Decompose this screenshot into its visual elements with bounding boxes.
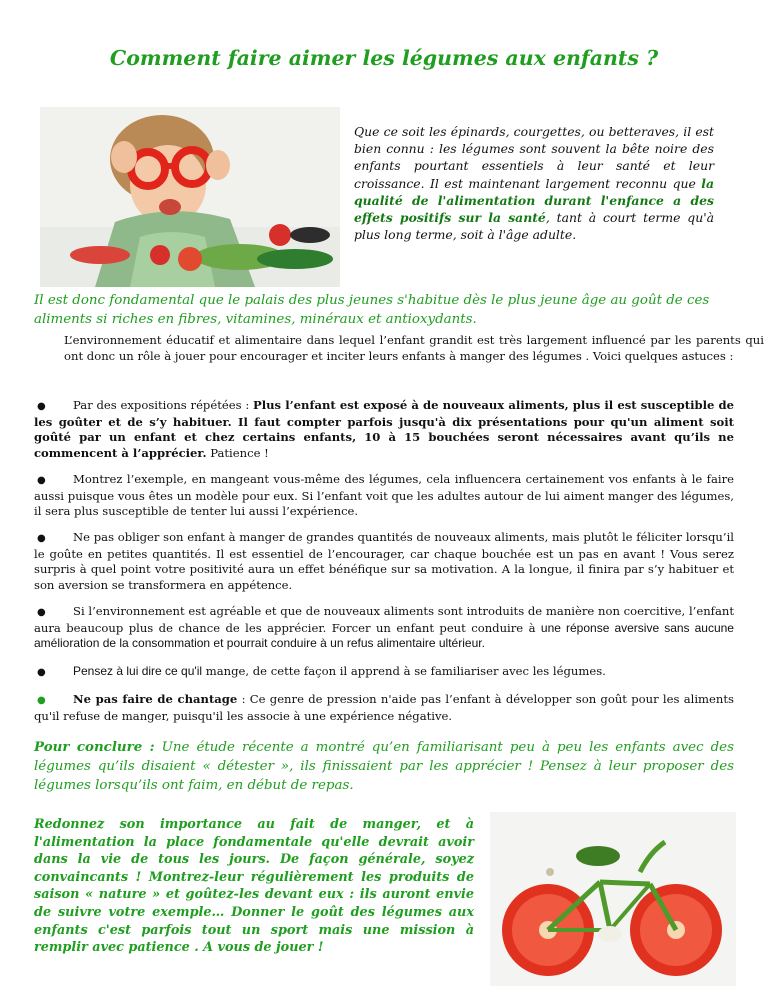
page-title: Comment faire aimer les légumes aux enfants ? xyxy=(109,46,659,70)
tip1-bold2: Il faut compter parfois jusqu'à dix présentations pour qu'un aliment soit goûté par un enfant et chez certains enfants, 10 à 15 bouchées seront nécessaires avant qu’ils ne commencent à l’apprécier. xyxy=(34,414,734,460)
intro-text-part2: , tant à court terme qu'à plus long terme, soit à l'âge adulte. xyxy=(354,210,714,243)
tip1-bold: Plus l’enfant est exposé à de nouveaux aliments, plus il est susceptible de les goûter et de s’y habituer xyxy=(34,398,734,429)
tip6-rest: : Ce genre de pression n'aide pas l’enfant à développer son goût pour les aliments qu'il refuse de manger, puisqu'il les associe à une expérience négative. xyxy=(34,692,734,723)
tip-pleasant-environment xyxy=(34,604,734,652)
tip2-text: Montrez l’exemple, en mangeant vous-même des légumes, cela influencera certainement vos enfants à le faire aussi puisque vous êtes un modèle pour eux. Si l’enfant voit que les adultes autour de lui aiment manger des légumes, il sera plus susceptible de tenter lui aussi l’expérience. xyxy=(34,472,734,519)
intro-highlight: la qualité de l'alimentation durant l'enfance a des effets positifs sur la santé xyxy=(354,175,714,226)
bullet-dot-icon: ● xyxy=(37,475,46,486)
tip4-text-a: Si l’environnement est agréable et que de nouveaux aliments sont introduits de manière non coercitive, l’enfant aura beaucoup plus de chance de les apprécier. Forcer un enfant peut conduire à xyxy=(34,604,734,635)
child-photo-illustration xyxy=(40,107,340,287)
environment-paragraph: L’environnement éducatif et alimentaire dans lequel l’enfant grandit est très largement influencé par les parents qui ont donc un rôle à jouer pour encourager et inciter leurs enfants à manger des légumes . Voici quelques astuces : xyxy=(64,333,764,363)
tip1-end: Patience ! xyxy=(206,445,269,460)
tip-no-forcing xyxy=(34,530,734,593)
tip-lead-by-example xyxy=(34,472,734,520)
vegetable-bicycle-photo xyxy=(490,812,736,986)
green-statement: Il est donc fondamental que le palais des plus jeunes s'habitue dès le plus jeune âge au goût de ces aliments si riches en fibres, vitamines, minéraux et antioxydants. xyxy=(34,293,710,327)
tip1-lead: Par des expositions répétées : xyxy=(73,398,253,412)
vegetable-bicycle-illustration xyxy=(490,812,736,986)
child-with-vegetable-glasses-photo xyxy=(40,107,340,287)
conclusion-label: Pour conclure : xyxy=(34,739,155,755)
tip1-mid: . xyxy=(227,414,239,429)
tip5-text-a: Pensez à lui dire ce qu'il xyxy=(73,664,203,678)
tip3-text: Ne pas obliger son enfant à manger de grandes quantités de nouveaux aliments, mais plutôt le féliciter lorsqu’il le goûte en petites quantités. Il est essentiel de l’encourager, car chaque bouchée est un pas en avant ! Vous serez surpris à quel point votre positivité aura un effet bénéfique sur sa motivation. A la longue, il finira par s’y habituer et son aversion se transformera en appétence. xyxy=(34,530,734,592)
conclusion-text: Une étude récente a montré qu’en familiarisant peu à peu les enfants avec des légumes qu’ils disaient « détester », ils finissaient par les apprécier ! Pensez à leur proposer des légumes lorsqu’ils ont faim, en début de repas. xyxy=(34,740,734,793)
tip5-text-b: mange, de cette façon il apprend à se familiariser avec les légumes. xyxy=(202,664,606,678)
tip-no-blackmail xyxy=(34,692,734,724)
bullet-dot-icon: ● xyxy=(37,667,46,678)
bullet-dot-icon: ● xyxy=(37,401,46,412)
tip6-bold: Ne pas faire de chantage xyxy=(73,692,238,706)
intro-text-part1: Que ce soit les épinards, courgettes, ou betteraves, il est bien connu : les légumes sont souvent la bête noire des enfants pourtant essentiels à leur santé et leur croissance. Il est maintenant largement reconnu que xyxy=(354,124,714,191)
tip-repeated-exposure xyxy=(34,398,734,461)
bullet-dot-icon: ● xyxy=(37,695,46,706)
bullet-dot-icon: ● xyxy=(37,533,46,544)
final-paragraph: Redonnez son importance au fait de manger, et à l'alimentation la place fondamentale qu'elle devrait avoir dans la vie de tous les jours. De façon générale, soyez convaincants ! Montrez-leur régulièrement les produits de saison « nature » et goûtez-les devant eux : ils auront envie de suivre votre exemple… Donner le goût des légumes aux enfants c'est parfois tout un sport mais une mission à remplir avec patience . A vous de jouer ! xyxy=(34,817,474,956)
conclusion-paragraph xyxy=(34,738,734,795)
intro-paragraph xyxy=(354,123,714,243)
tip4-text-b: une réponse aversive sans aucune amélioration de la consommation et pourrait conduire à un refus alimentaire ultérieur. xyxy=(34,620,734,651)
tip-name-the-food xyxy=(34,664,734,681)
bullet-dot-icon: ● xyxy=(37,607,46,618)
